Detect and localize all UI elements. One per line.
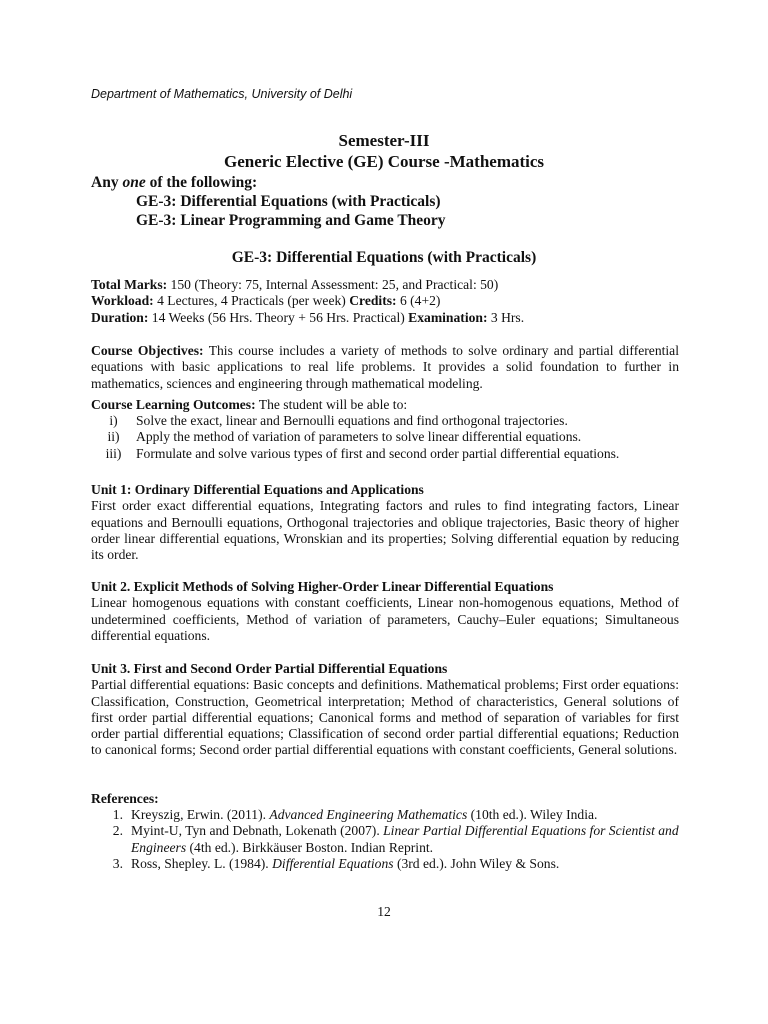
outcome-item [91, 413, 691, 429]
unit-3-heading [91, 661, 679, 677]
reference-item [91, 807, 691, 823]
any-prefix: Any [91, 174, 123, 191]
references-list [91, 807, 691, 872]
total-marks-value: 150 (Theory: 75, Internal Assessment: 25, and Practical: 50) [167, 277, 499, 292]
course-group-heading: Generic Elective (GE) Course -Mathematics [223, 152, 545, 171]
total-marks-label: Total Marks: [91, 277, 168, 292]
any-one-line [91, 174, 257, 192]
outcome-number: ii) [107, 429, 120, 445]
semester-heading: Semester-III [338, 131, 430, 150]
unit-3 [91, 661, 679, 759]
course-option-1: GE-3: Differential Equations (with Practicals) [136, 193, 441, 210]
unit-1-heading-text: Unit 1: Ordinary Differential Equations and Applications [91, 482, 424, 497]
outcome-text: Solve the exact, linear and Bernoulli equations and find orthogonal trajectories. [136, 413, 568, 428]
unit-1-heading [91, 482, 679, 498]
outcome-number: i) [109, 413, 118, 428]
unit-3-heading-text: Unit 3. First and Second Order Partial Differential Equations [91, 661, 448, 676]
reference-publisher: (4th ed.). Birkkäuser Boston. Indian Reprint. [186, 839, 434, 855]
reference-item [91, 856, 691, 872]
course-info [91, 277, 679, 326]
unit-3-text: Partial differential equations: Basic concepts and definitions. Mathematical problems; First order equations: Classification, Construction, Geometrical interpretation; Method of characteristics, General solutions of first order partial differential equations; Canonical forms and method of separation of variables for first order partial differential equations; Classification of second order partial differential equations; Reduction to canonical forms; Second order partial differential equations with constant coefficients, General solutions. [91, 677, 679, 758]
duration-label: Duration: [91, 309, 149, 325]
references-label-text: References: [91, 791, 159, 806]
outcome-number: iii) [105, 445, 122, 461]
outcome-item [91, 429, 691, 445]
reference-authors: Ross, Shepley. L. (1984). [131, 855, 273, 871]
duration-line [91, 310, 679, 326]
reference-authors: Kreyszig, Erwin. (2011). [131, 807, 270, 822]
course-option-2: GE-3: Linear Programming and Game Theory [136, 212, 446, 229]
workload-line [91, 293, 679, 309]
credits-value: 6 (4+2) [396, 293, 441, 309]
unit-2-heading [91, 579, 679, 595]
unit-1-text: First order exact differential equations, Integrating factors and rules to find integrating factors, Linear equations and Bernoulli equations, Orthogonal trajectories and oblique trajectories, Basic theory of higher order linear differential equations, Wronskian and its properties; Solving differential equation by reducing its order. [91, 498, 679, 563]
examination-value: 3 Hrs. [487, 309, 525, 325]
any-suffix: of the following: [145, 174, 258, 191]
outcomes-intro-line [91, 397, 407, 413]
objectives-label: Course Objectives: [91, 343, 204, 358]
reference-title: Linear Partial Differential Equations for Scientist and Engineers [131, 823, 679, 855]
duration-value: 14 Weeks (56 Hrs. Theory + 56 Hrs. Practical) [148, 309, 409, 325]
outcome-text: Formulate and solve various types of first and second order partial differential equations. [136, 445, 620, 461]
reference-text [131, 807, 691, 823]
reference-text [131, 823, 691, 856]
any-emphasis: one [122, 174, 146, 191]
workload-label: Workload: [91, 293, 154, 309]
reference-item [91, 823, 691, 856]
outcome-item [91, 446, 691, 462]
reference-number: 2. [112, 823, 123, 839]
unit-2-heading-text: Unit 2. Explicit Methods of Solving Higher-Order Linear Differential Equations [91, 579, 554, 594]
outcome-text: Apply the method of variation of parameters to solve linear differential equations. [136, 429, 582, 445]
course-title: GE-3: Differential Equations (with Practicals) [231, 249, 537, 266]
workload-value: 4 Lectures, 4 Practicals (per week) [153, 293, 350, 309]
outcomes-intro: The student will be able to: [255, 397, 408, 412]
reference-publisher: (3rd ed.). John Wiley & Sons. [393, 855, 560, 871]
course-objectives [91, 343, 679, 392]
unit-2 [91, 579, 679, 644]
reference-text [131, 856, 691, 872]
reference-publisher: (10th ed.). Wiley India. [467, 807, 598, 822]
page-number: 12 [377, 904, 391, 919]
objectives-text: This course includes a variety of methods to solve ordinary and partial differential equations with basic applications to real life problems. It provides a solid foundation to further in mathematics, sciences and engineering through mathematical modeling. [91, 343, 679, 391]
reference-number: 3. [112, 855, 123, 871]
total-marks-line [91, 277, 679, 293]
credits-label: Credits: [349, 293, 397, 309]
department-header: Department of Mathematics, University of Delhi [91, 87, 353, 101]
reference-title: Differential Equations [272, 855, 394, 871]
unit-1 [91, 482, 679, 563]
references-label [91, 791, 159, 807]
outcomes-list [91, 413, 691, 462]
reference-title: Advanced Engineering Mathematics [269, 807, 468, 822]
reference-number: 1. [112, 807, 123, 822]
unit-2-text: Linear homogenous equations with constant coefficients, Linear non-homogenous equations, Method of undetermined coefficients, Method of variation of parameters, Cauchy–Euler equations; Simultaneous differential equations. [91, 595, 679, 643]
outcomes-label: Course Learning Outcomes: [91, 397, 256, 412]
reference-authors: Myint-U, Tyn and Debnath, Lokenath (2007). [131, 823, 384, 839]
examination-label: Examination: [408, 309, 488, 325]
